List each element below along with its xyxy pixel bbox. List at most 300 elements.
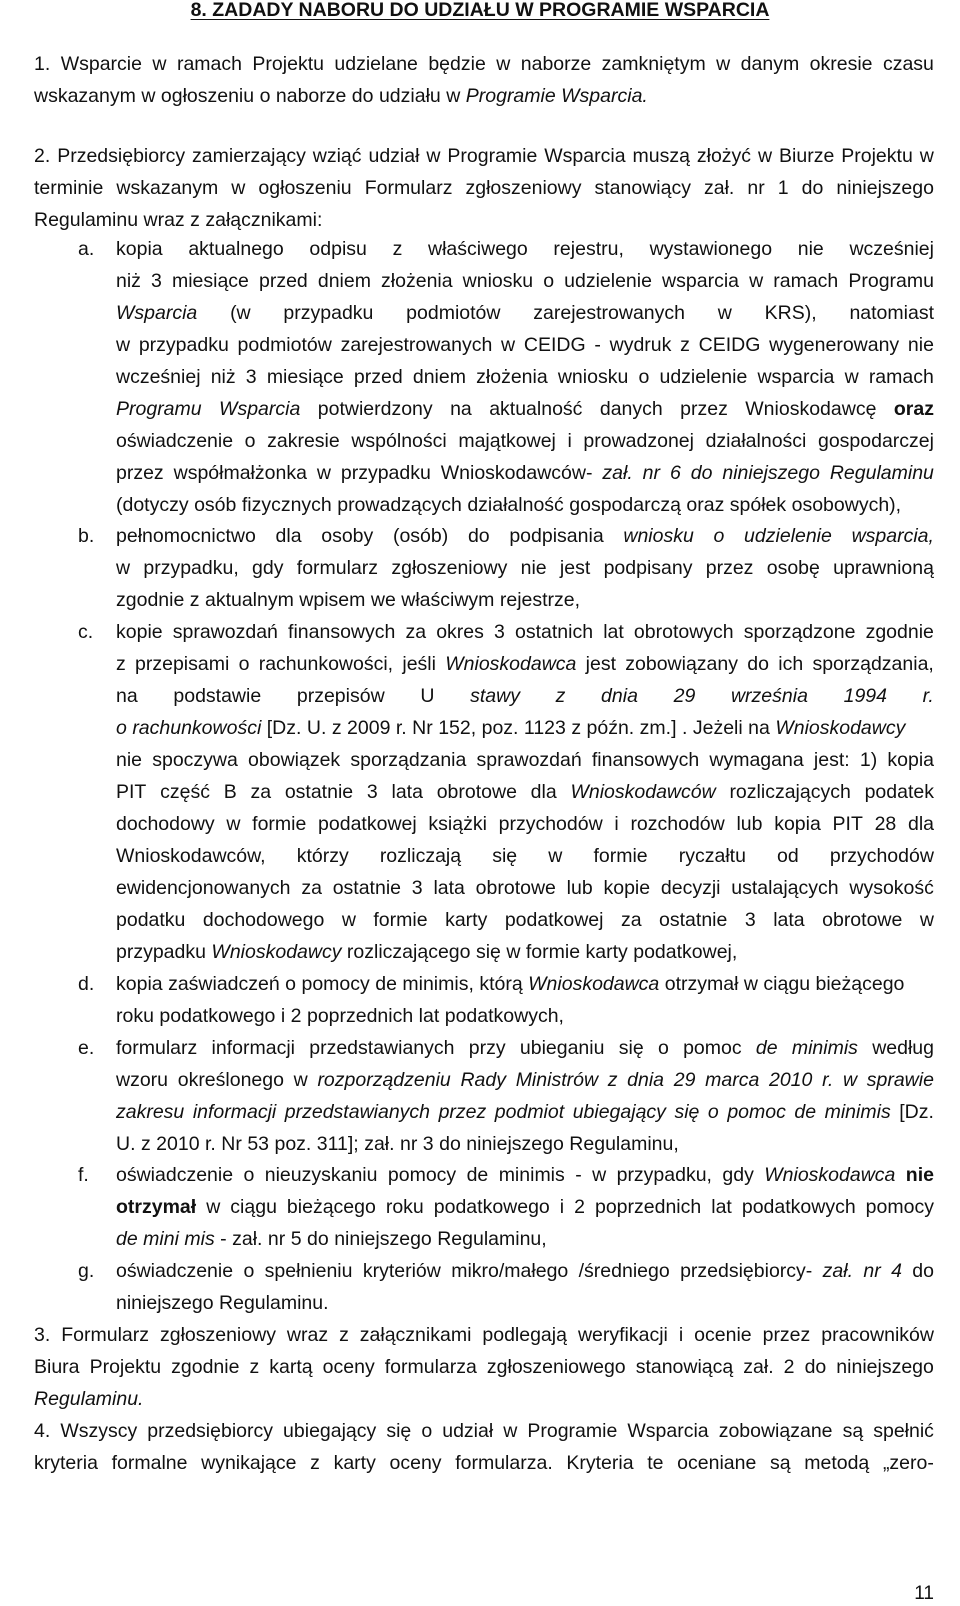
word: przez bbox=[680, 398, 728, 420]
word: lat bbox=[711, 1196, 732, 1218]
word: w bbox=[226, 813, 241, 835]
word: Nr bbox=[412, 717, 433, 739]
word: Regulaminu. bbox=[34, 1388, 144, 1410]
word: podatkowej bbox=[504, 909, 604, 931]
word: nieuzyskaniu bbox=[264, 1164, 378, 1186]
word: formularza bbox=[384, 1356, 477, 1378]
word: pomocy bbox=[301, 973, 370, 995]
text-line bbox=[116, 1289, 334, 1317]
word: określonego bbox=[177, 1069, 284, 1091]
word: udziału bbox=[378, 85, 441, 107]
word: Wnioskodawca bbox=[764, 1164, 896, 1186]
word: za bbox=[250, 781, 272, 803]
word: . bbox=[681, 717, 688, 739]
word: rachunkowości, bbox=[258, 653, 394, 675]
word: rozchodów bbox=[630, 813, 725, 835]
word: 2009 bbox=[347, 717, 391, 739]
word: do bbox=[747, 653, 769, 675]
word: prowadzących bbox=[337, 494, 462, 516]
word: przy bbox=[468, 1037, 506, 1059]
word: 3 bbox=[151, 270, 162, 292]
word: niniejszego bbox=[836, 1356, 934, 1378]
word: Projektu bbox=[252, 53, 324, 75]
word: PIT bbox=[832, 813, 863, 835]
list-marker: g. bbox=[78, 1260, 95, 1282]
word: Jeżeli bbox=[692, 717, 743, 739]
word: w bbox=[758, 145, 773, 167]
word: miesiące bbox=[266, 366, 344, 388]
word: w bbox=[592, 1164, 607, 1186]
word: według bbox=[872, 1037, 934, 1059]
text-line bbox=[116, 331, 934, 359]
word: wniosku bbox=[557, 366, 629, 388]
word: przypadku bbox=[340, 462, 431, 484]
word: stanowiący bbox=[594, 177, 691, 199]
word: muszą bbox=[632, 145, 690, 167]
word: rozliczają bbox=[379, 845, 462, 867]
word: karty bbox=[585, 941, 628, 963]
word: przez bbox=[116, 462, 164, 484]
word: ostatnie bbox=[332, 877, 402, 899]
word: 3 bbox=[245, 366, 257, 388]
word: miesiące bbox=[171, 270, 249, 292]
word: ubieganiu bbox=[519, 1037, 605, 1059]
word: Ministrów bbox=[515, 1069, 599, 1091]
word: są bbox=[769, 1452, 791, 1474]
word: udzielenie bbox=[744, 525, 832, 547]
word: Kryteria bbox=[566, 1452, 634, 1474]
word: zgłoszeniowy bbox=[159, 1324, 276, 1346]
word: lat bbox=[418, 1005, 440, 1027]
word: nr bbox=[863, 1260, 881, 1282]
word: 2 bbox=[574, 1196, 585, 1218]
word: dnia bbox=[601, 685, 638, 707]
word: (osób) bbox=[392, 525, 449, 547]
word: Programie bbox=[527, 1420, 618, 1442]
word: niniejszego bbox=[466, 1133, 564, 1155]
word: lub bbox=[566, 877, 593, 899]
word: gospodarczą bbox=[569, 494, 681, 516]
word: kryteria bbox=[34, 1452, 98, 1474]
text-line bbox=[116, 1098, 934, 1126]
word: dla bbox=[530, 781, 557, 803]
word: ustalających bbox=[731, 877, 839, 899]
word: 5 bbox=[290, 1228, 302, 1250]
word: Wsparcia bbox=[219, 398, 301, 420]
word: podatkowego bbox=[159, 1005, 276, 1027]
word: okres bbox=[436, 621, 484, 643]
word: rejestrze, bbox=[499, 589, 581, 611]
word: załącznikami bbox=[359, 1324, 472, 1346]
word: otrzymał bbox=[664, 973, 739, 995]
word: lata bbox=[773, 909, 805, 931]
word: Programie bbox=[465, 85, 556, 107]
word: w bbox=[116, 334, 131, 356]
word: zobowiązany bbox=[625, 653, 738, 675]
word: Regulaminu, bbox=[437, 1228, 547, 1250]
word: obrotowe bbox=[822, 909, 903, 931]
word: Regulaminu. bbox=[219, 1292, 329, 1314]
text-line bbox=[34, 1385, 149, 1413]
word: lata bbox=[433, 877, 465, 899]
text-line bbox=[116, 522, 934, 550]
word: udzielane bbox=[334, 53, 418, 75]
word: 29 bbox=[673, 685, 696, 707]
word: nr bbox=[267, 1228, 286, 1250]
word: poprzednich bbox=[306, 1005, 414, 1027]
word: formie bbox=[525, 941, 581, 963]
word: z bbox=[555, 685, 566, 707]
word: przypadku bbox=[283, 302, 374, 324]
word: kopia bbox=[116, 973, 163, 995]
word: w bbox=[446, 85, 461, 107]
word: wynikające bbox=[201, 1452, 297, 1474]
word: lata bbox=[391, 781, 423, 803]
word: z bbox=[571, 717, 582, 739]
word: którzy bbox=[296, 845, 349, 867]
word: formularz bbox=[296, 557, 379, 579]
word: Programu bbox=[116, 398, 202, 420]
word: w bbox=[743, 973, 758, 995]
word: w bbox=[749, 270, 764, 292]
word: de bbox=[794, 1101, 817, 1123]
word: część bbox=[160, 781, 210, 803]
word: zgodnie bbox=[116, 589, 185, 611]
word: ewidencjonowanych bbox=[116, 877, 291, 899]
word: lub bbox=[736, 813, 763, 835]
word: książki bbox=[428, 813, 487, 835]
word: te bbox=[647, 1452, 664, 1474]
word: w bbox=[152, 53, 167, 75]
word: podatek bbox=[864, 781, 934, 803]
word: karty bbox=[333, 1452, 376, 1474]
word: pełnomocnictwo bbox=[116, 525, 256, 547]
word: bieżącego bbox=[286, 1196, 376, 1218]
text-line bbox=[116, 650, 934, 678]
word: uprawnioną bbox=[833, 557, 934, 579]
word: ubiegający bbox=[283, 1420, 377, 1442]
word: gospodarczej bbox=[817, 430, 934, 452]
word: CEIDG bbox=[523, 334, 586, 356]
word: z bbox=[392, 238, 403, 260]
word: oświadczenie bbox=[116, 1164, 234, 1186]
word: kopie bbox=[603, 877, 651, 899]
word: weryfikacji bbox=[577, 1324, 668, 1346]
word: oświadczenie bbox=[116, 1260, 234, 1282]
word: dla bbox=[907, 813, 934, 835]
word: poz. bbox=[274, 1133, 312, 1155]
word: zgłoszeniowy bbox=[391, 557, 508, 579]
word: i bbox=[567, 430, 572, 452]
word: rozliczających bbox=[729, 781, 851, 803]
word: zaświadczeń bbox=[168, 973, 280, 995]
word: wysokość bbox=[849, 877, 934, 899]
word: ryczałtu bbox=[678, 845, 746, 867]
word: w bbox=[716, 53, 731, 75]
word: przypadku bbox=[138, 334, 229, 356]
word: Przedsiębiorcy bbox=[57, 145, 186, 167]
word: Wnioskodawców bbox=[570, 781, 716, 803]
word: rejestru, bbox=[553, 238, 624, 260]
text-line bbox=[116, 1066, 934, 1094]
word: podatkowego bbox=[433, 1196, 550, 1218]
word: obrotowe bbox=[436, 781, 517, 803]
word: kryteriów bbox=[362, 1260, 441, 1282]
word: którą bbox=[479, 973, 523, 995]
word: Wnioskodawców, bbox=[116, 845, 266, 867]
word: podpisania bbox=[509, 525, 604, 547]
word: podmiotów bbox=[406, 302, 501, 324]
word: przepisami bbox=[135, 653, 230, 675]
word: osobowych), bbox=[791, 494, 902, 516]
word: nr bbox=[400, 1133, 418, 1155]
word: Regulaminu bbox=[34, 209, 139, 231]
word: nr bbox=[747, 177, 765, 199]
word: dochodowy bbox=[116, 813, 215, 835]
word: późn. bbox=[586, 717, 635, 739]
word: 2. bbox=[34, 145, 51, 167]
word: minimis, bbox=[402, 973, 474, 995]
text-line bbox=[116, 235, 934, 263]
word: osób bbox=[194, 494, 237, 516]
word: działalność bbox=[467, 494, 564, 516]
word: przed bbox=[258, 270, 308, 292]
word: osobę bbox=[766, 557, 820, 579]
word: de bbox=[116, 1228, 138, 1250]
word: o bbox=[243, 1260, 255, 1282]
word: ubiegający bbox=[572, 1101, 666, 1123]
word: sprawie bbox=[866, 1069, 934, 1091]
word: Regulaminu, bbox=[569, 1133, 679, 1155]
text-line bbox=[34, 142, 934, 170]
word: niniejszego bbox=[722, 462, 820, 484]
text-line bbox=[116, 427, 934, 455]
word: wskazanym bbox=[116, 177, 219, 199]
word: 2010 bbox=[768, 1069, 813, 1091]
text-line bbox=[116, 395, 934, 423]
word: w bbox=[341, 909, 356, 931]
word: obrotowych bbox=[633, 621, 734, 643]
text-line bbox=[116, 970, 910, 998]
word: roku bbox=[385, 1196, 424, 1218]
word: pracowników bbox=[821, 1324, 934, 1346]
word: Nr bbox=[221, 1133, 242, 1155]
text-line bbox=[116, 746, 934, 774]
word: minimis bbox=[498, 1164, 565, 1186]
word: dnia bbox=[627, 1069, 665, 1091]
word: na bbox=[116, 685, 138, 707]
word: - bbox=[575, 1164, 582, 1186]
word: finansowych bbox=[288, 621, 396, 643]
word: za bbox=[405, 621, 427, 643]
text-line bbox=[116, 810, 934, 838]
word: prowadzonej bbox=[583, 430, 694, 452]
word: Wnioskodawcy bbox=[211, 941, 342, 963]
word: 3 bbox=[494, 621, 505, 643]
word: o bbox=[707, 1101, 719, 1123]
word: gdy bbox=[252, 557, 284, 579]
word: i bbox=[559, 1196, 565, 1218]
word: pomocy bbox=[387, 1164, 457, 1186]
word: zał. bbox=[743, 1356, 774, 1378]
word: Regulaminu bbox=[829, 462, 934, 484]
word: zał. bbox=[364, 1133, 395, 1155]
word: nie bbox=[520, 557, 547, 579]
text-line bbox=[116, 1034, 934, 1062]
word: się bbox=[475, 941, 501, 963]
text-line bbox=[116, 1257, 934, 1285]
word: wskazanym bbox=[34, 85, 136, 107]
word: w bbox=[503, 1420, 518, 1442]
word: przypadku bbox=[116, 941, 206, 963]
word: finansowych bbox=[591, 749, 700, 771]
text-line bbox=[116, 1225, 552, 1253]
list-marker: f. bbox=[78, 1164, 89, 1186]
list-marker: d. bbox=[78, 973, 95, 995]
word: zgłoszeniowy bbox=[465, 177, 582, 199]
word: 2 bbox=[290, 1005, 302, 1027]
word: za bbox=[620, 909, 642, 931]
text-line bbox=[116, 459, 934, 487]
word: 53 bbox=[247, 1133, 270, 1155]
word: minimis bbox=[791, 1037, 858, 1059]
word: sprawozdań bbox=[476, 749, 582, 771]
word: ogłoszeniu bbox=[258, 177, 352, 199]
word: CEIDG bbox=[698, 334, 761, 356]
word: do bbox=[351, 85, 374, 107]
word: oceny bbox=[389, 1452, 442, 1474]
word: w bbox=[496, 53, 511, 75]
word: przedsiębiorcy- bbox=[680, 1260, 813, 1282]
word: jest bbox=[585, 653, 616, 675]
word: współmałżonka bbox=[173, 462, 307, 484]
word: wsparcia bbox=[662, 270, 739, 292]
text-line bbox=[116, 554, 934, 582]
text-line bbox=[34, 1449, 934, 1477]
word: zał. bbox=[822, 1260, 853, 1282]
word: karty bbox=[445, 909, 488, 931]
word: przepisów bbox=[296, 685, 385, 707]
word: nie bbox=[797, 238, 824, 260]
word: o bbox=[421, 1420, 433, 1442]
word: kartą bbox=[269, 1356, 313, 1378]
word: 152, bbox=[438, 717, 477, 739]
text-line bbox=[116, 842, 934, 870]
word: przychodów bbox=[829, 845, 934, 867]
word: Programu bbox=[848, 270, 934, 292]
word: do bbox=[439, 1133, 461, 1155]
word: 28 bbox=[874, 813, 897, 835]
word: przedstawianych bbox=[284, 1101, 431, 1123]
word: z bbox=[607, 1069, 618, 1091]
word: pomocy bbox=[865, 1196, 934, 1218]
word: wniosku bbox=[462, 270, 534, 292]
word: poprzednich bbox=[594, 1196, 702, 1218]
word: roku bbox=[116, 1005, 154, 1027]
word: majątkowej bbox=[458, 430, 556, 452]
word: (w bbox=[230, 302, 251, 324]
word: U. bbox=[116, 1133, 136, 1155]
word: o bbox=[116, 717, 127, 739]
word: z bbox=[189, 589, 200, 611]
word: wcześniej bbox=[849, 238, 934, 260]
word: kopia bbox=[774, 813, 821, 835]
word: spoczywa bbox=[152, 749, 238, 771]
word: r. bbox=[922, 685, 934, 707]
word: zał. bbox=[232, 1228, 263, 1250]
word: (dotyczy bbox=[116, 494, 189, 516]
list-marker: e. bbox=[78, 1037, 95, 1059]
word: zgłoszeniowego bbox=[486, 1356, 626, 1378]
word: ostatnich bbox=[515, 621, 594, 643]
word: Wsparcie bbox=[60, 53, 142, 75]
word: do bbox=[804, 1356, 827, 1378]
word: w bbox=[717, 302, 732, 324]
word: z bbox=[310, 1452, 320, 1474]
word: Wnioskodawców- bbox=[440, 462, 593, 484]
word: udział bbox=[368, 145, 420, 167]
word: 311]; bbox=[316, 1133, 359, 1155]
word: niniejszego bbox=[836, 177, 934, 199]
word: ogłoszeniu bbox=[160, 85, 255, 107]
word: września bbox=[730, 685, 808, 707]
word: oceniane bbox=[677, 1452, 757, 1474]
word: przypadku, bbox=[143, 557, 239, 579]
word: udział bbox=[442, 1420, 494, 1442]
word: przez bbox=[762, 1324, 811, 1346]
word: podmiot bbox=[494, 1101, 565, 1123]
word: nie bbox=[907, 334, 934, 356]
word: złożenia bbox=[381, 270, 453, 292]
word: 1994 bbox=[843, 685, 887, 707]
word: zgodnie bbox=[865, 621, 934, 643]
word: w bbox=[231, 177, 246, 199]
text-line bbox=[116, 1002, 569, 1030]
word: spełnieniu bbox=[264, 1260, 353, 1282]
word: Wnioskodawca bbox=[528, 973, 660, 995]
word: KRS), bbox=[764, 302, 817, 324]
page-number: 11 bbox=[914, 1583, 934, 1604]
word: wsparcia bbox=[757, 366, 835, 388]
word: niniejszego bbox=[116, 1292, 214, 1314]
word: złożenia bbox=[476, 366, 548, 388]
word: nr bbox=[642, 462, 661, 484]
word: niż bbox=[116, 270, 141, 292]
word: obowiązek bbox=[248, 749, 341, 771]
word: podpisany bbox=[603, 557, 693, 579]
word: podmiotów bbox=[237, 334, 332, 356]
word: Biura bbox=[34, 1356, 80, 1378]
word: podatku bbox=[116, 909, 186, 931]
word: ramach bbox=[868, 366, 934, 388]
word: wsparcia, bbox=[851, 525, 934, 547]
word: mini bbox=[143, 1228, 179, 1250]
word: 4 bbox=[891, 1260, 902, 1282]
word: de bbox=[375, 973, 397, 995]
word: de bbox=[755, 1037, 778, 1059]
word: w bbox=[426, 145, 441, 167]
word: decyzji bbox=[660, 877, 721, 899]
word: w bbox=[548, 845, 563, 867]
word: informacji bbox=[211, 1037, 295, 1059]
word: przedstawianych bbox=[309, 1037, 455, 1059]
word: udzielenie bbox=[564, 270, 652, 292]
word: podatkowych, bbox=[444, 1005, 564, 1027]
text-line bbox=[116, 874, 934, 902]
word: naborze bbox=[520, 53, 592, 75]
word: ramach bbox=[773, 270, 839, 292]
word: oraz bbox=[893, 398, 934, 420]
